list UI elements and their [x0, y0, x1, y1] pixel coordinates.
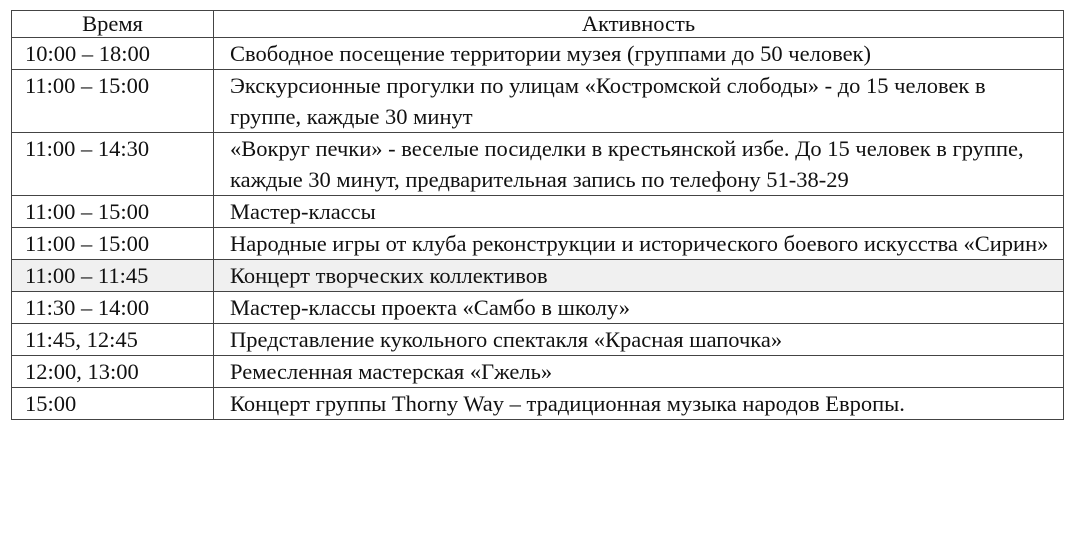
- time-cell: 15:00: [12, 388, 214, 420]
- activity-cell: Экскурсионные прогулки по улицам «Костромской слободы» - до 15 человек в группе, каждые 30 минут: [214, 70, 1064, 133]
- time-cell: 11:30 – 14:00: [12, 292, 214, 324]
- activity-cell: Концерт творческих коллективов: [214, 260, 1064, 292]
- time-cell: 11:00 – 15:00: [12, 228, 214, 260]
- table-row: [12, 228, 1064, 260]
- schedule-document: [11, 10, 1063, 420]
- table-row: [12, 133, 1064, 196]
- activity-cell: Мастер-классы проекта «Самбо в школу»: [214, 292, 1064, 324]
- table-row: [12, 324, 1064, 356]
- activity-cell: Мастер-классы: [214, 196, 1064, 228]
- time-cell: 10:00 – 18:00: [12, 38, 214, 70]
- time-cell: 11:45, 12:45: [12, 324, 214, 356]
- table-row: [12, 260, 1064, 292]
- table-row: [12, 356, 1064, 388]
- activity-cell: Представление кукольного спектакля «Красная шапочка»: [214, 324, 1064, 356]
- time-cell: 11:00 – 15:00: [12, 70, 214, 133]
- activity-cell: Ремесленная мастерская «Гжель»: [214, 356, 1064, 388]
- schedule-table: [11, 10, 1064, 420]
- table-row: [12, 388, 1064, 420]
- time-cell: 11:00 – 15:00: [12, 196, 214, 228]
- activity-cell: Концерт группы Thorny Way – традиционная музыка народов Европы.: [214, 388, 1064, 420]
- table-row: [12, 196, 1064, 228]
- header-activity: Активность: [214, 11, 1064, 38]
- table-row: [12, 292, 1064, 324]
- time-cell: 11:00 – 14:30: [12, 133, 214, 196]
- table-row: [12, 38, 1064, 70]
- header-row: [12, 11, 1064, 38]
- time-cell: 11:00 – 11:45: [12, 260, 214, 292]
- activity-cell: Народные игры от клуба реконструкции и исторического боевого искусства «Сирин»: [214, 228, 1064, 260]
- activity-cell: «Вокруг печки» - веселые посиделки в крестьянской избе. До 15 человек в группе, каждые 30 минут, предварительная запись по телефону 51-38-29: [214, 133, 1064, 196]
- header-time: Время: [12, 11, 214, 38]
- activity-cell: Свободное посещение территории музея (группами до 50 человек): [214, 38, 1064, 70]
- table-row: [12, 70, 1064, 133]
- time-cell: 12:00, 13:00: [12, 356, 214, 388]
